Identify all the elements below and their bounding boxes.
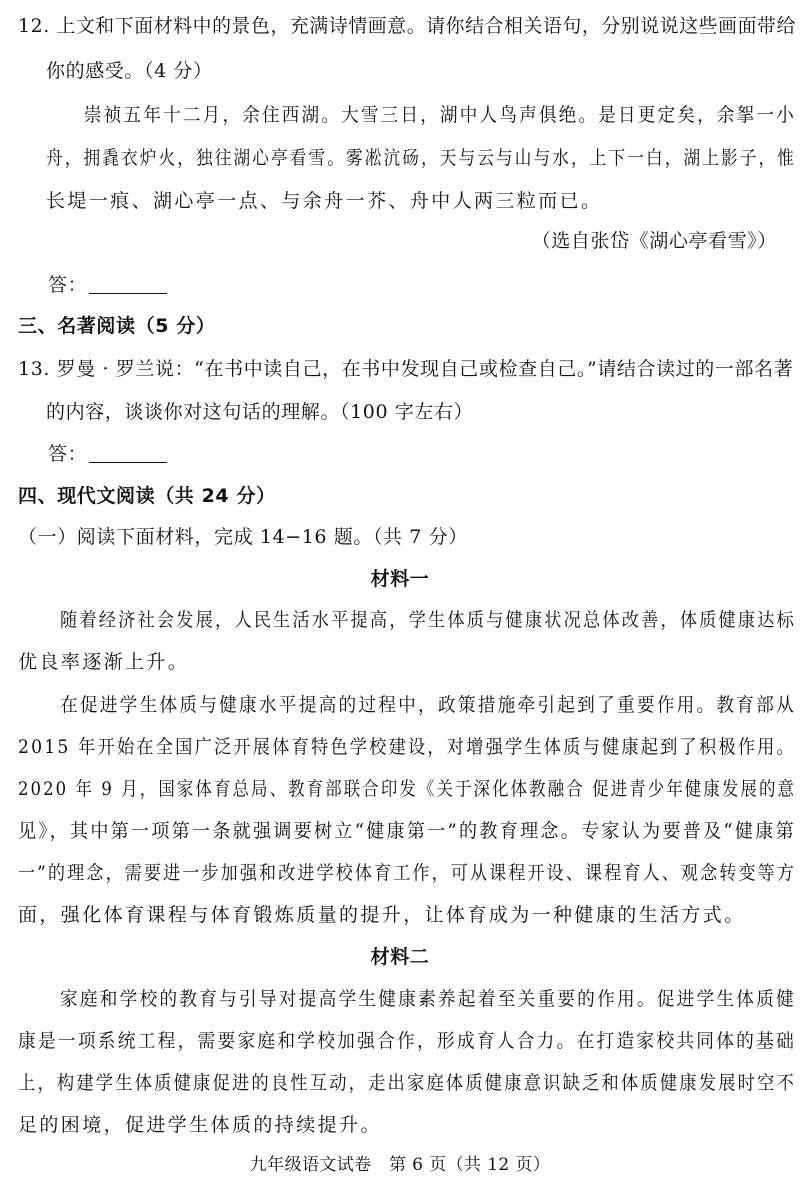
q12-line-1: 12. 上文和下面材料中的景色，充满诗情画意。请你结合相关语句，分别说说这些画面带给 [18,15,796,37]
material-1-line-1: 随着经济社会发展，人民生活水平提高，学生体质与健康状况总体改善，体质健康达标 [60,609,797,631]
material-1-line-4: 2015 年开始在全国广泛开展体育特色学校建设，对增强学生体质与健康起到了积极作用。 [18,736,796,758]
material-2-line-2: 康是一项系统工程，需要家庭和学校加强合作，形成育人合力。在打造家校共同体的基础 [18,1030,797,1052]
material-2-line-3: 上，构建学生体质健康促进的良性互动，走出家庭体质健康意识缺乏和体质健康发展时空不 [18,1072,797,1094]
q12-answer-label: 答： [48,274,88,296]
q12-passage-line-3: 长堤一痕、湖心亭一点、与余舟一芥、舟中人两三粒而已。 [46,190,603,212]
q12-line-2: 你的感受。（4 分） [46,60,213,82]
q13-answer-label: 答： [48,443,88,465]
section-3-title: 三、名著阅读（5 分） [18,315,216,337]
q12-passage-line-2: 舟，拥毳衣炉火，独往湖心亭看雪。雾凇沆砀，天与云与山与水，上下一白，湖上影子，惟 [46,147,797,169]
q13-line-1: 13. 罗曼 · 罗兰说：“在书中读自己，在书中发现自己或检查自己。”请结合读过的一部名著 [18,358,794,380]
q12-answer-blank[interactable] [89,275,167,294]
q12-source: （选自张岱《湖心亭看雪》） [531,230,777,252]
q13-line-2: 的内容，谈谈你对这句话的理解。（100 字左右） [46,401,474,423]
section-4-title: 四、现代文阅读（共 24 分） [18,485,276,507]
q13-answer-blank[interactable] [89,444,167,463]
material-1-line-5: 2020 年 9 月，国家体育总局、教育部联合印发《关于深化体教融合 促进青少年健康发展的意 [18,778,797,800]
q13-answer-line [48,442,167,466]
q12-answer-line [48,273,167,297]
material-1-line-2: 优良率逐渐上升。 [18,651,190,673]
material-1-line-6: 见》，其中第一项第一条就强调要树立“健康第一”的教育理念。专家认为要普及“健康第 [18,820,796,842]
material-1-heading: 材料一 [370,568,430,590]
material-2-heading: 材料二 [370,946,430,968]
q12-passage-line-1: 崇祯五年十二月，余住西湖。大雪三日，湖中人鸟声俱绝。是日更定矣，余挐一小 [84,104,797,126]
material-1-line-3: 在促进学生体质与健康水平提高的过程中，政策措施牵引起到了重要作用。教育部从 [60,694,796,716]
page-footer: 九年级语文试卷 第 6 页（共 12 页） [249,1155,551,1175]
material-2-line-1: 家庭和学校的教育与引导对提高学生健康素养起着至关重要的作用。促进学生体质健 [60,988,796,1010]
material-2-line-4: 足的困境，促进学生体质的持续提升。 [18,1114,382,1136]
section-4-part-1-instruction: （一）阅读下面材料，完成 14−16 题。（共 7 分） [18,526,468,548]
material-1-line-7: 一”的理念，需要进一步加强和改进学校体育工作，可从课程开设、课程育人、观念转变等方 [18,862,797,884]
material-1-line-8: 面，强化体育课程与体育锻炼质量的提升，让体育成为一种健康的生活方式。 [18,904,746,926]
